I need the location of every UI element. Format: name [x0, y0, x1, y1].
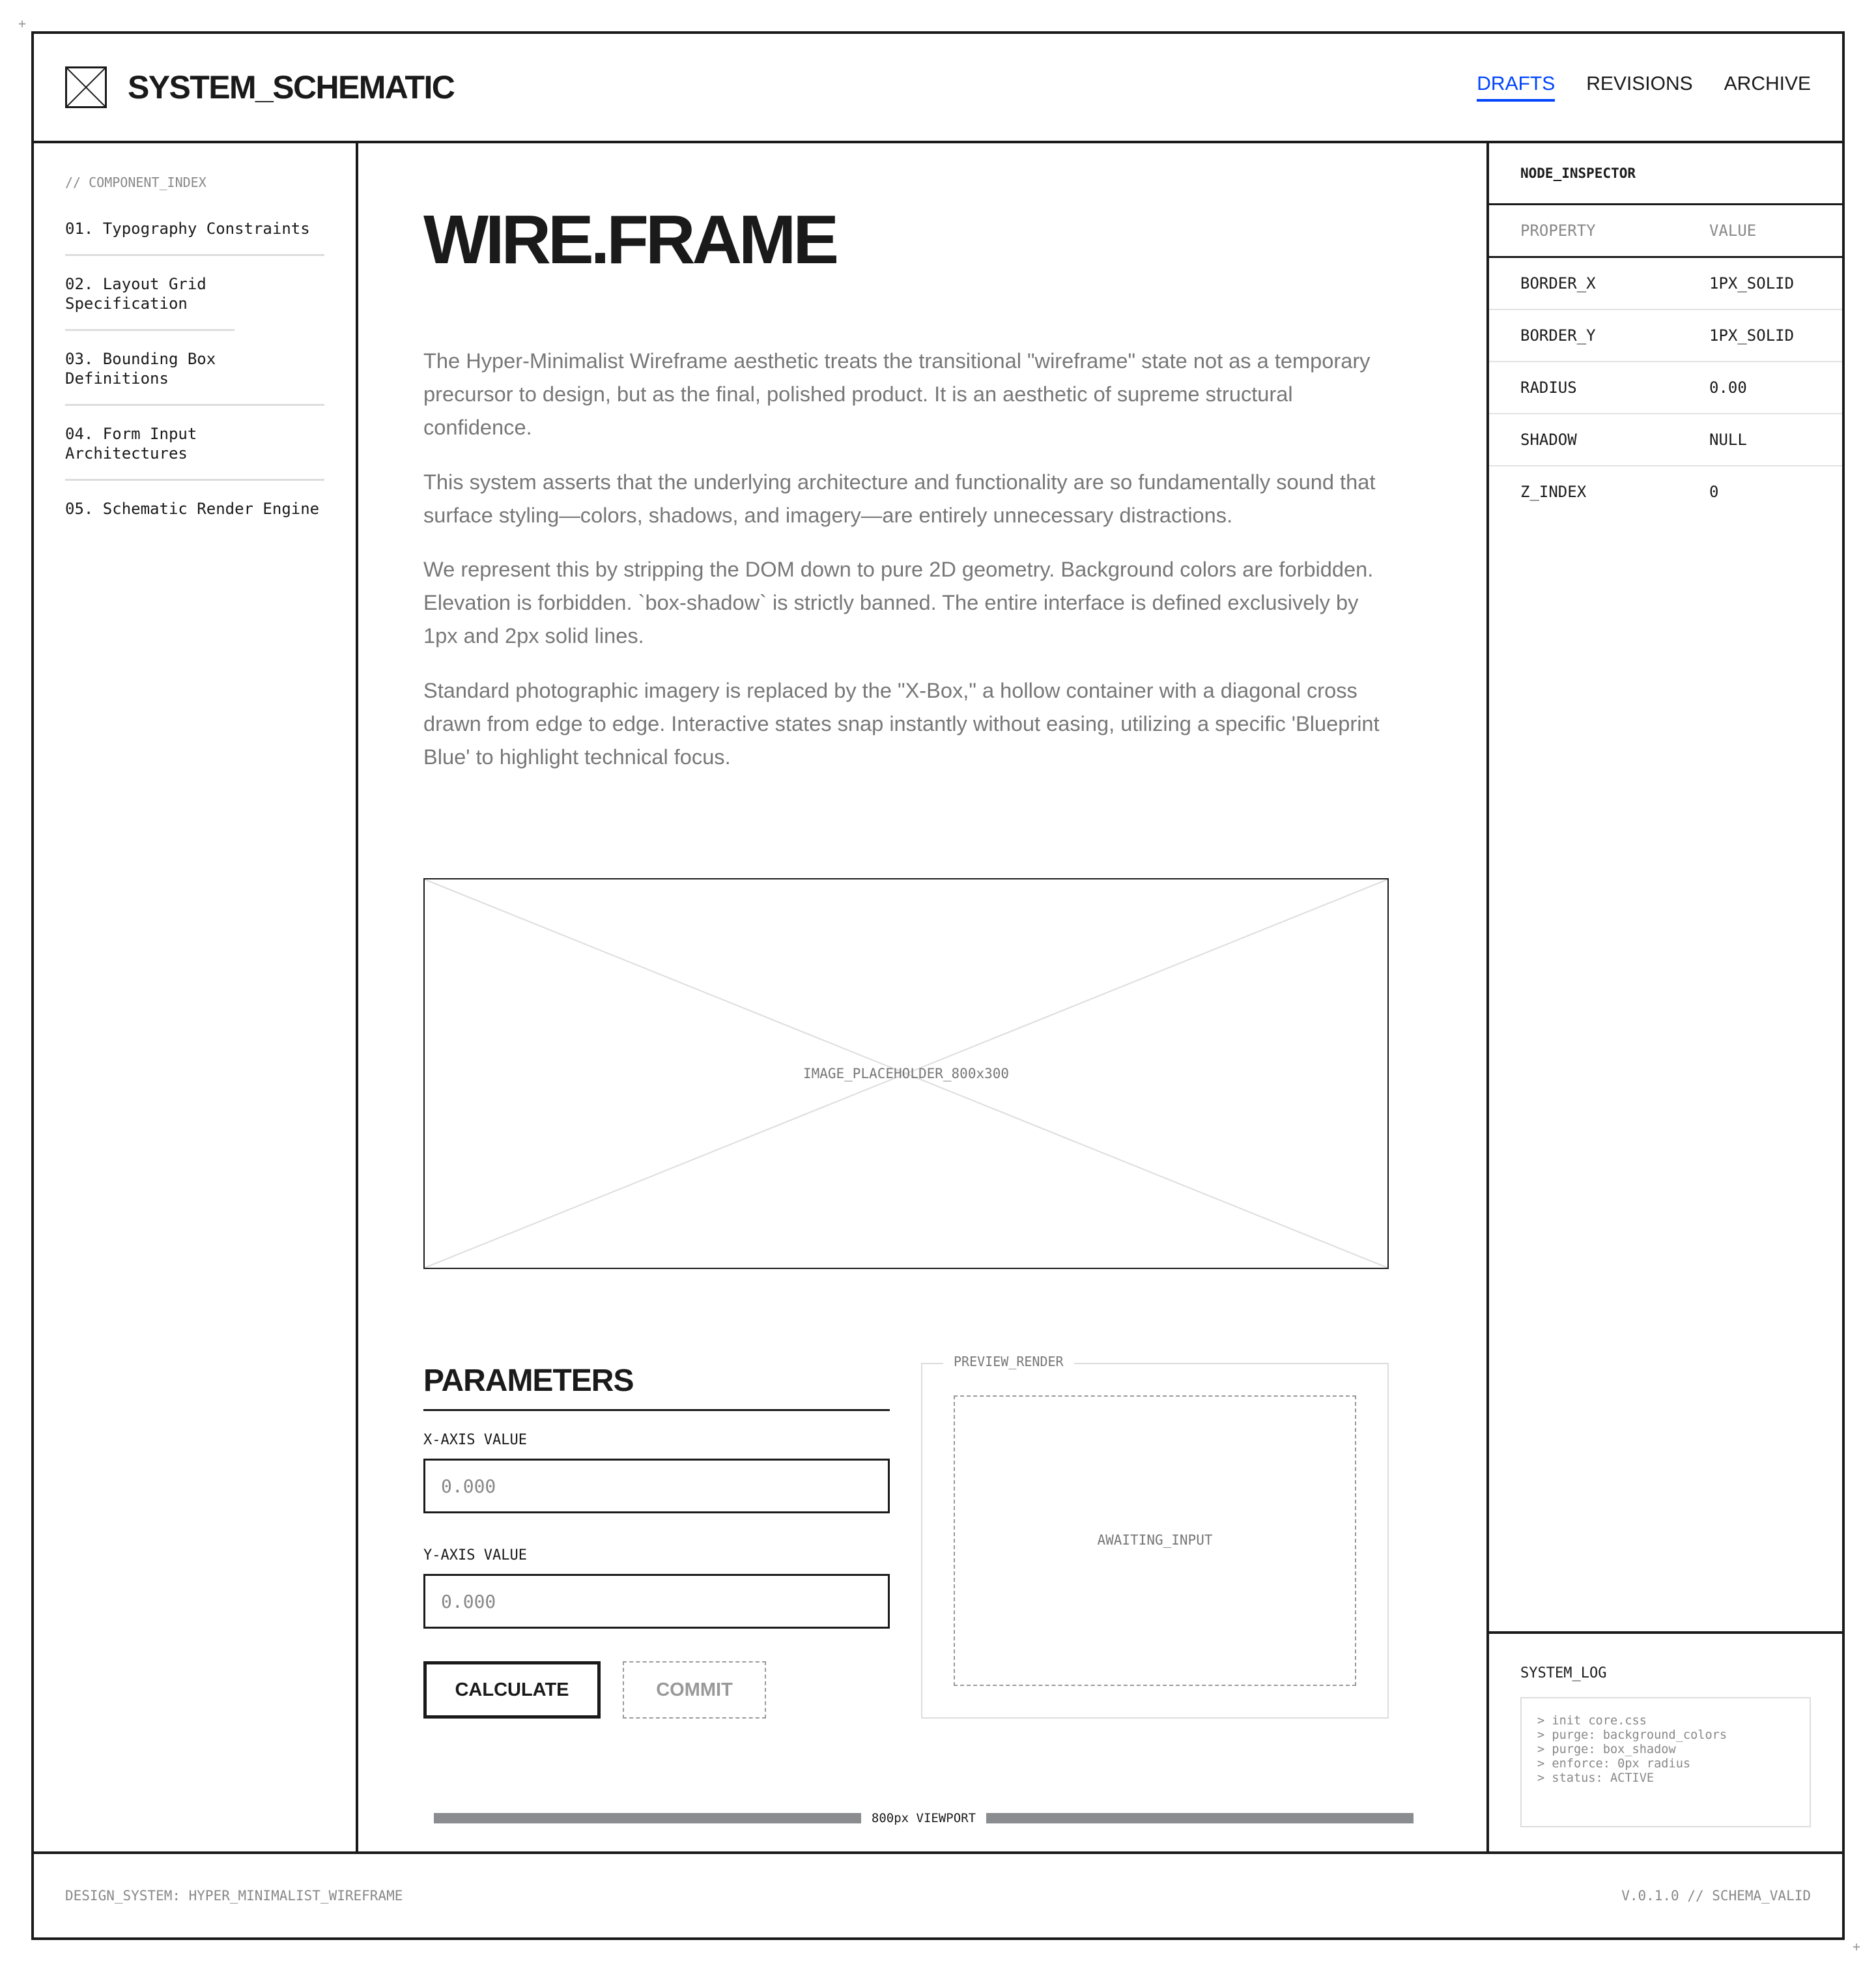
column-header-value: VALUE — [1709, 221, 1757, 240]
log-line: > purge: box_shadow — [1537, 1743, 1676, 1756]
image-placeholder — [423, 878, 1389, 1269]
sidebar — [34, 143, 358, 1854]
property-name: BORDER_X — [1520, 274, 1596, 293]
preview-canvas — [954, 1395, 1356, 1686]
app-frame — [31, 31, 1845, 1940]
nav-drafts[interactable]: DRAFTS — [1477, 73, 1555, 102]
corner-mark-top-left: + — [18, 16, 27, 31]
parameters-form — [423, 1363, 890, 1719]
property-value: NULL — [1709, 431, 1747, 449]
property-value: 0.00 — [1709, 378, 1747, 397]
paragraph: Standard photographic imagery is replaced by the "X-Box," a hollow container with a diagonal cross drawn from edge to edge. Interactive states snap instantly without easing, utilizing a specific 'Blueprint Blue' to highlight technical focus. — [423, 678, 1380, 769]
property-value: 1PX_SOLID — [1709, 274, 1795, 293]
property-name: SHADOW — [1520, 431, 1577, 449]
button-row — [423, 1661, 890, 1719]
table-row — [1489, 310, 1842, 362]
property-name: BORDER_Y — [1520, 326, 1596, 345]
inspector-header-row — [1489, 205, 1842, 258]
main-content — [361, 143, 1486, 1854]
brand-title: SYSTEM_SCHEMATIC — [128, 69, 455, 106]
log-line: > enforce: 0px radius — [1537, 1757, 1691, 1771]
y-axis-input[interactable] — [423, 1574, 890, 1629]
viewport-label: 800px VIEWPORT — [871, 1811, 976, 1825]
footer-design-system: DESIGN_SYSTEM: HYPER_MINIMALIST_WIREFRAME — [65, 1888, 403, 1904]
viewport-bar-right — [986, 1813, 1414, 1823]
preview-legend: PREVIEW_RENDER — [943, 1354, 1074, 1369]
header — [34, 34, 1842, 143]
xbox-logo-icon — [65, 66, 107, 108]
commit-button[interactable]: COMMIT — [623, 1661, 766, 1719]
calculate-button[interactable]: CALCULATE — [423, 1661, 601, 1719]
viewport-ruler — [434, 1811, 1414, 1825]
sidebar-item-layout-grid[interactable]: 02. Layout Grid Specification — [65, 274, 234, 331]
property-value: 1PX_SOLID — [1709, 326, 1795, 345]
sidebar-item-bounding-box[interactable]: 03. Bounding Box Definitions — [65, 349, 324, 406]
table-row — [1489, 414, 1842, 466]
sidebar-label: // COMPONENT_INDEX — [65, 175, 206, 190]
log-line: > status: ACTIVE — [1537, 1771, 1655, 1785]
property-name: Z_INDEX — [1520, 483, 1587, 501]
table-row — [1489, 362, 1842, 414]
footer-version: V.0.1.0 // SCHEMA_VALID — [1621, 1888, 1811, 1904]
paragraph: The Hyper-Minimalist Wireframe aesthetic treats the transitional "wireframe" state not as a temporary precursor to design, but as the final, polished product. It is an aesthetic of supreme structural confidence. — [423, 349, 1371, 440]
paragraph: We represent this by stripping the DOM down to pure 2D geometry. Background colors are forbidden. Elevation is forbidden. `box-shadow` is strictly banned. The entire interface is defined exclusively by 1px and 2px solid lines. — [423, 557, 1374, 648]
preview-render — [921, 1354, 1389, 1719]
log-line: > purge: background_colors — [1537, 1728, 1727, 1742]
x-axis-label: X-AXIS VALUE — [423, 1432, 527, 1448]
table-row — [1489, 258, 1842, 310]
log-line: > init core.css — [1537, 1714, 1647, 1728]
sidebar-item-form-input[interactable]: 04. Form Input Architectures — [65, 424, 324, 481]
parameters-title: PARAMETERS — [423, 1363, 890, 1411]
viewport-bar-left — [434, 1813, 861, 1823]
footer — [34, 1851, 1842, 1937]
inspector-title: NODE_INSPECTOR — [1489, 143, 1842, 205]
nav-revisions[interactable]: REVISIONS — [1586, 73, 1693, 94]
image-placeholder-label: IMAGE_PLACEHOLDER_800x300 — [803, 1066, 1010, 1081]
top-nav — [1477, 73, 1811, 102]
nav-archive[interactable]: ARCHIVE — [1724, 73, 1811, 94]
property-value: 0 — [1709, 483, 1719, 501]
sidebar-item-typography[interactable]: 01. Typography Constraints — [65, 219, 324, 256]
system-log — [1489, 1631, 1842, 1854]
y-axis-label: Y-AXIS VALUE — [423, 1547, 527, 1563]
column-header-property: PROPERTY — [1520, 221, 1596, 240]
paragraph: This system asserts that the underlying architecture and functionality are so fundamentally sound that surface styling—colors, shadows, and imagery—are entirely unnecessary distractions. — [423, 469, 1376, 527]
page-title: WIRE.FRAME — [423, 201, 836, 278]
table-row — [1489, 466, 1842, 517]
node-inspector — [1486, 143, 1842, 1854]
sidebar-item-render-engine[interactable]: 05. Schematic Render Engine — [65, 500, 320, 518]
corner-mark-bottom-right: + — [1853, 1939, 1861, 1954]
property-name: RADIUS — [1520, 378, 1577, 397]
preview-status: AWAITING_INPUT — [1097, 1532, 1213, 1548]
system-log-title: SYSTEM_LOG — [1520, 1665, 1607, 1681]
x-axis-input[interactable] — [423, 1459, 890, 1513]
log-output — [1520, 1697, 1811, 1827]
